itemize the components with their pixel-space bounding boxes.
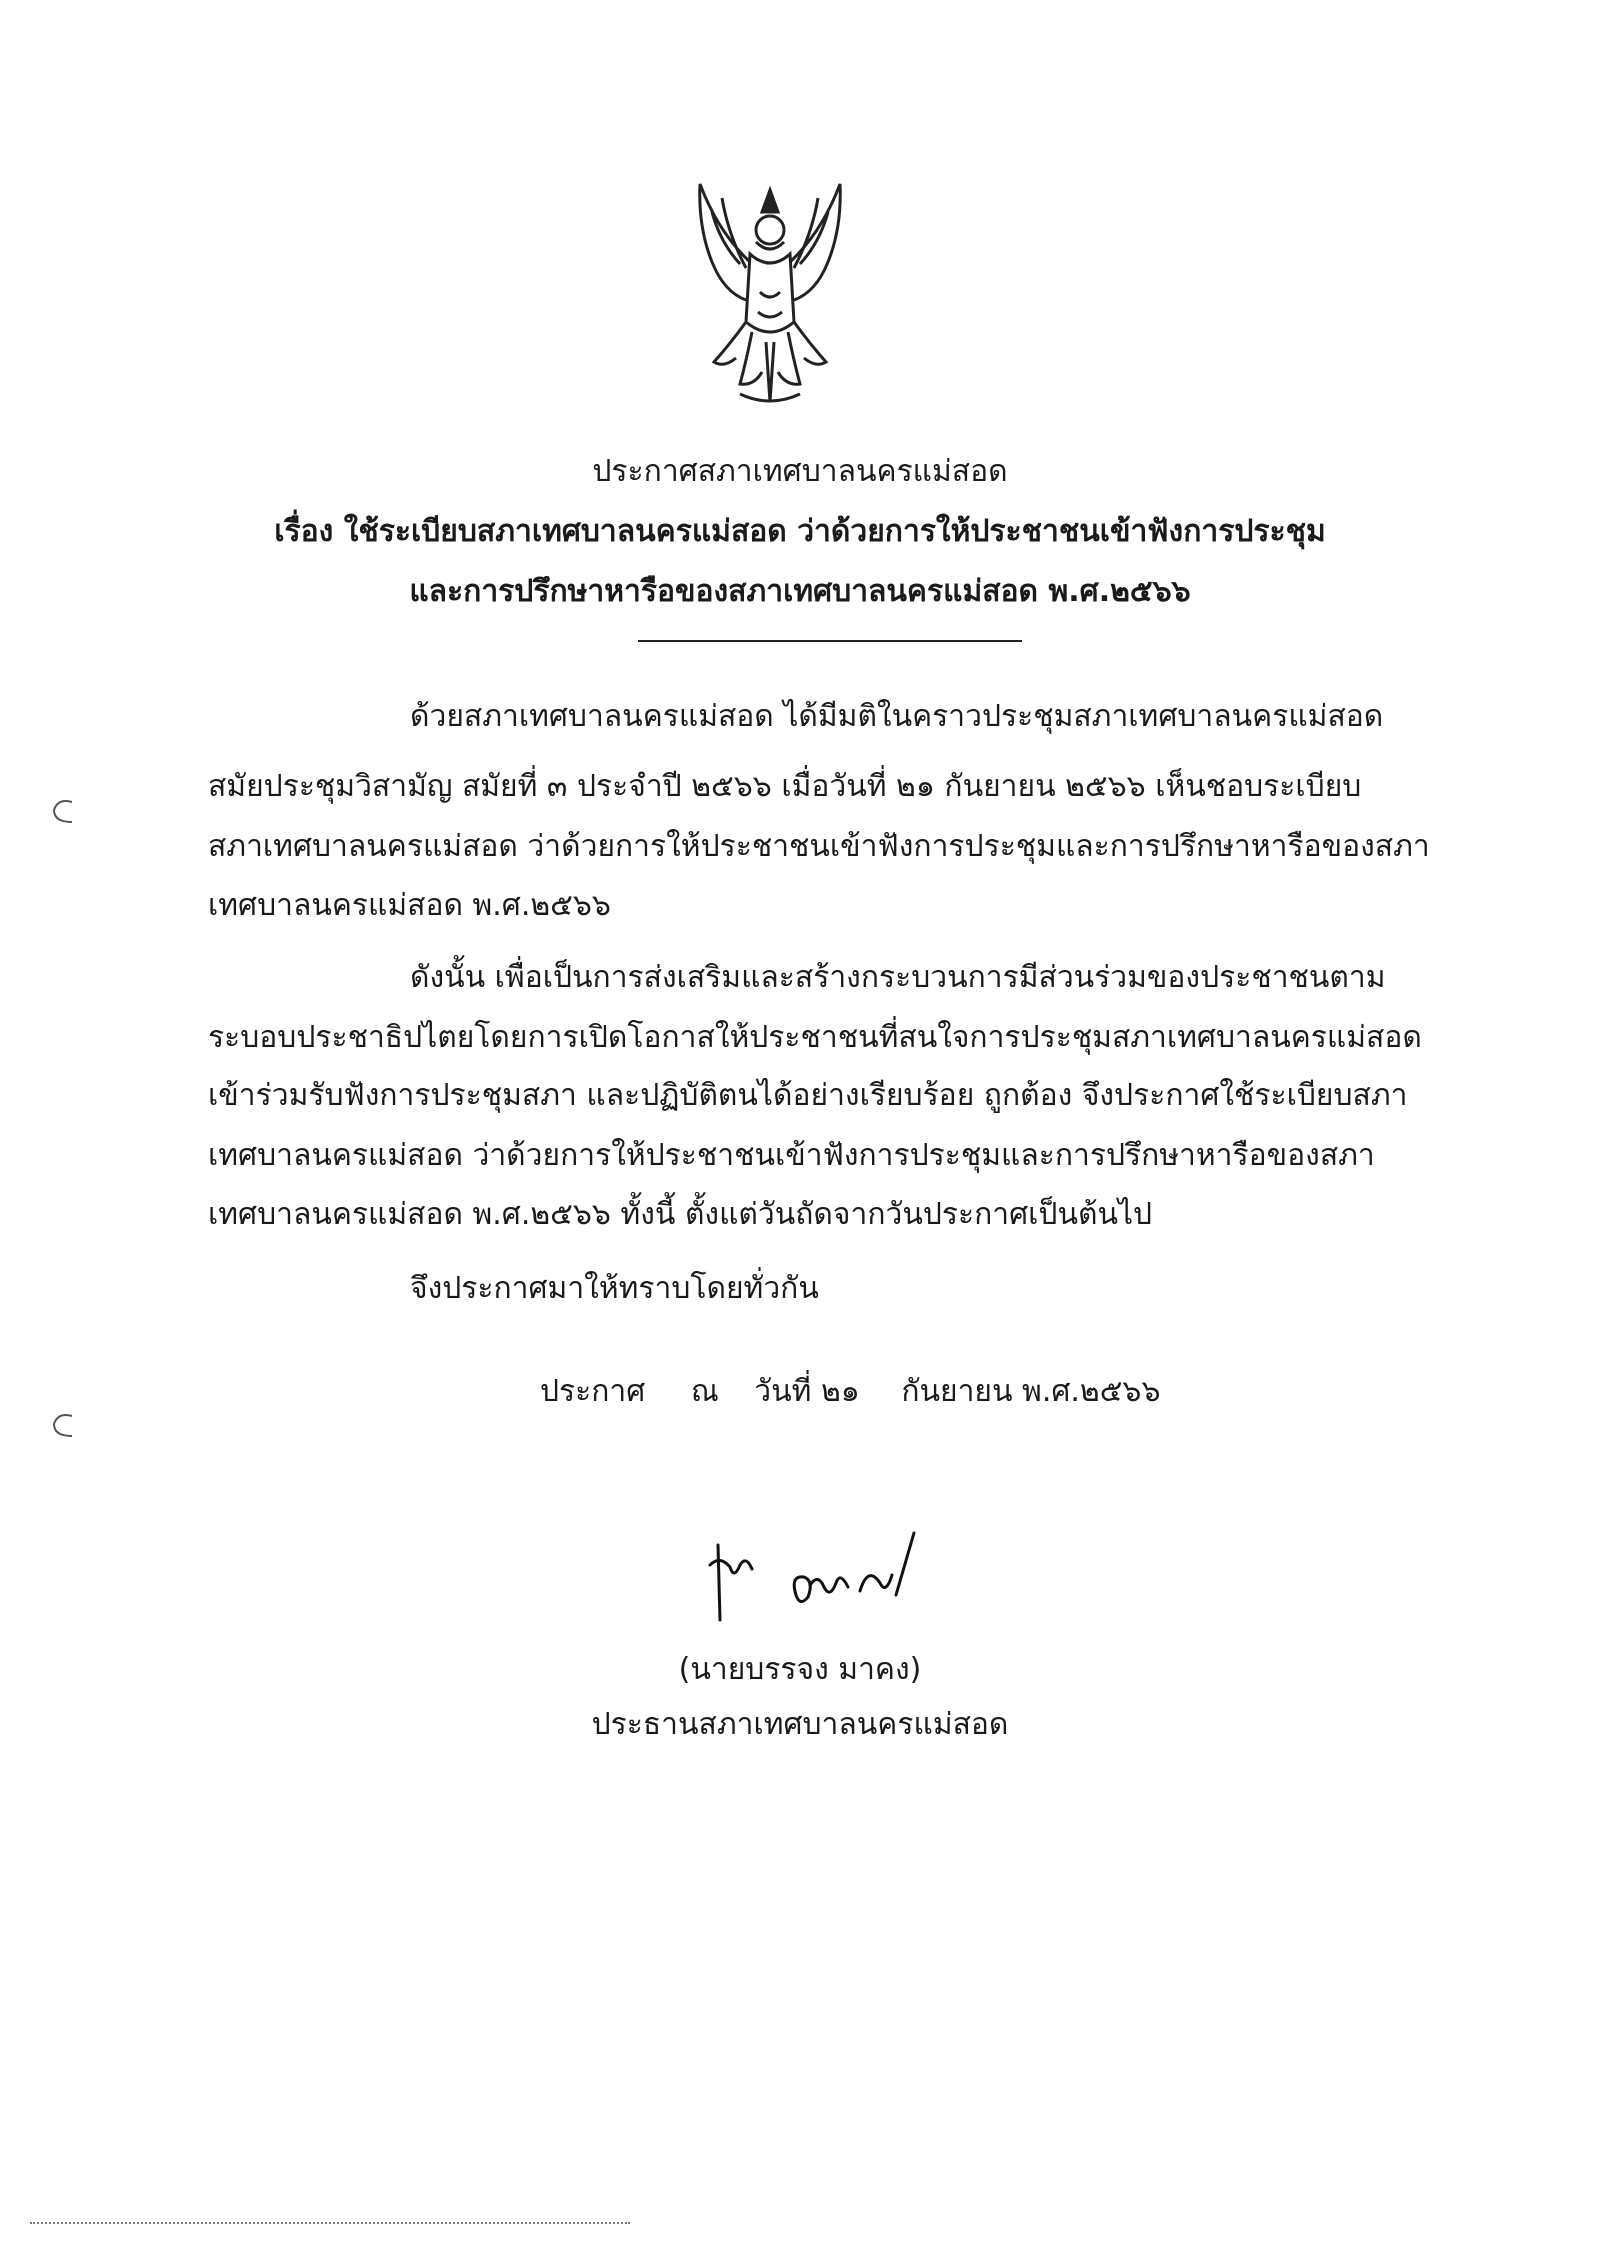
- date-month-year: กันยายน พ.ศ.๒๕๖๖: [901, 1374, 1161, 1409]
- announcement-title: ประกาศสภาเทศบาลนครแม่สอด: [592, 454, 1008, 489]
- announcement-subject-line-2: และการปรึกษาหารือของสภาเทศบาลนครแม่สอด พ.ศ.๒๕๖๖: [409, 574, 1191, 609]
- punch-hole-mark-icon: [48, 796, 78, 826]
- garuda-emblem-icon: [680, 172, 860, 412]
- paragraph-2-line-1: ดังนั้น เพื่อเป็นการส่งเสริมและสร้างกระบวนการมีส่วนร่วมของประชาชนตาม: [410, 960, 1386, 995]
- paragraph-1-line-3: สภาเทศบาลนครแม่สอด ว่าด้วยการให้ประชาชนเข้าฟังการประชุมและการปรึกษาหารือของสภา: [208, 829, 1430, 864]
- paragraph-2-line-3: เข้าร่วมรับฟังการประชุมสภา และปฏิบัติตนได้อย่างเรียบร้อย ถูกต้อง จึงประกาศใช้ระเบียบสภา: [208, 1078, 1408, 1113]
- paragraph-2-line-4: เทศบาลนครแม่สอด ว่าด้วยการให้ประชาชนเข้าฟังการประชุมและการปรึกษาหารือของสภา: [208, 1138, 1375, 1173]
- punch-hole-mark-icon: [48, 1410, 78, 1440]
- signer-position: ประธานสภาเทศบาลนครแม่สอด: [591, 1707, 1009, 1742]
- paragraph-1-line-1: ด้วยสภาเทศบาลนครแม่สอด ได้มีมติในคราวประชุมสภาเทศบาลนครแม่สอด: [410, 699, 1384, 734]
- paragraph-2-line-2: ระบอบประชาธิปไตยโดยการเปิดโอกาสให้ประชาชนที่สนใจการประชุมสภาเทศบาลนครแม่สอด: [208, 1020, 1422, 1055]
- paragraph-1-line-4: เทศบาลนครแม่สอด พ.ศ.๒๕๖๖: [208, 888, 611, 923]
- paragraph-2-line-5: เทศบาลนครแม่สอด พ.ศ.๒๕๖๖ ทั้งนี้ ตั้งแต่วันถัดจากวันประกาศเป็นต้นไป: [208, 1197, 1153, 1232]
- paragraph-3: จึงประกาศมาให้ทราบโดยทั่วกัน: [410, 1271, 819, 1306]
- date-announced-label: ประกาศ: [540, 1374, 646, 1409]
- title-divider: [638, 640, 1022, 642]
- scan-edge-artifact: [30, 2222, 630, 2224]
- handwritten-signature: [700, 1525, 940, 1635]
- date-day-value: ๒๑: [820, 1374, 860, 1409]
- date-day-label: วันที่: [754, 1374, 812, 1409]
- signer-name: (นายบรรจง มาคง): [678, 1652, 922, 1687]
- date-at-label: ณ: [690, 1374, 719, 1409]
- announcement-subject-line-1: เรื่อง ใช้ระเบียบสภาเทศบาลนครแม่สอด ว่าด้วยการให้ประชาชนเข้าฟังการประชุม: [274, 514, 1326, 549]
- paragraph-1-line-2: สมัยประชุมวิสามัญ สมัยที่ ๓ ประจำปี ๒๕๖๖ เมื่อวันที่ ๒๑ กันยายน ๒๕๖๖ เห็นชอบระเบียบ: [208, 769, 1362, 804]
- announcement-date: [540, 1372, 1161, 1412]
